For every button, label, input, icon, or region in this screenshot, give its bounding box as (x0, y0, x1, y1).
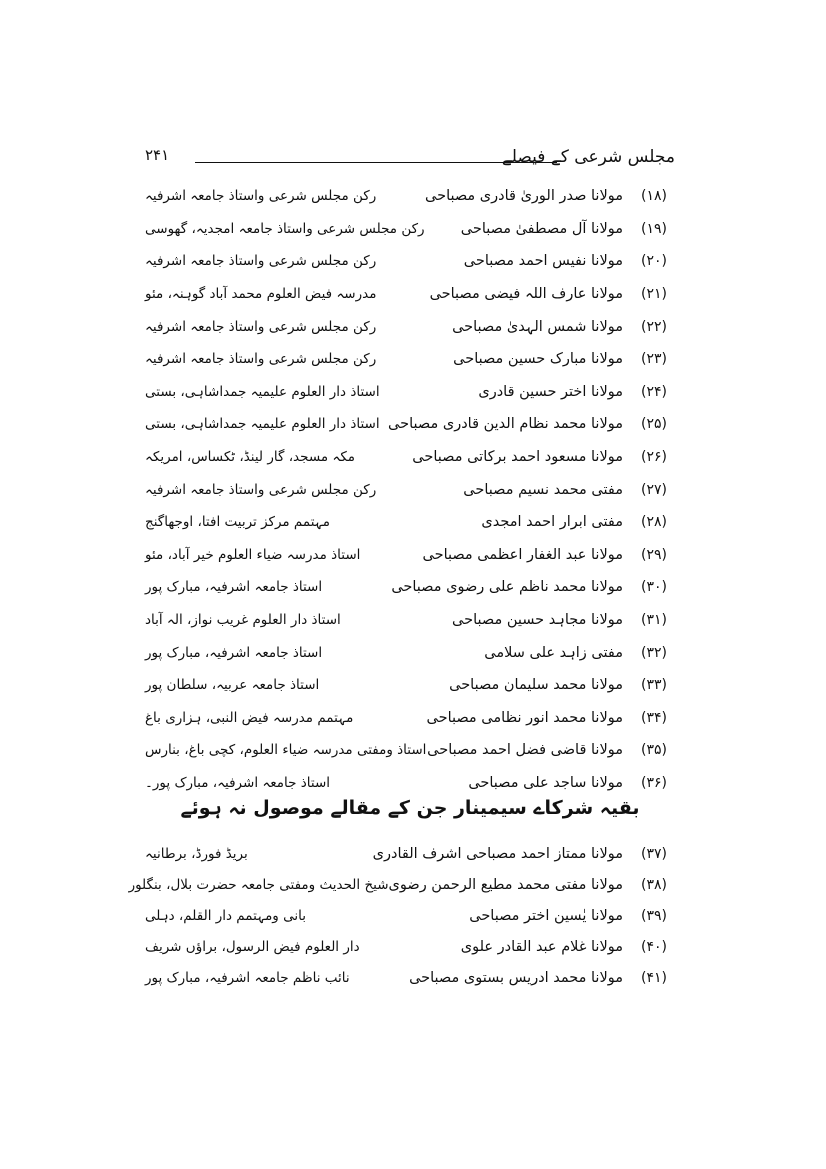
list-item (145, 539, 675, 572)
member-name: مولانا ممتاز احمد مصباحی اشرف القادری (372, 845, 623, 862)
item-number: (۲۳) (641, 351, 667, 368)
member-name: مولانا مجاہد حسین مصباحی (452, 612, 623, 629)
section-title: بقیہ شرکاے سیمینار جن کے مقالے موصول نہ ہوئے (180, 797, 640, 819)
list-item (145, 473, 675, 506)
list-item (145, 376, 675, 409)
member-description: رکن مجلس شرعی واستاذ جامعہ اشرفیہ (145, 188, 377, 205)
list-item (145, 669, 675, 702)
list-item (145, 932, 675, 963)
member-description: رکن مجلس شرعی واستاذ جامعہ اشرفیہ (145, 318, 377, 335)
member-list (145, 180, 675, 799)
member-description: استاذ دار العلوم علیمیہ جمداشاہی، بستی (145, 383, 380, 400)
item-number: (۲۲) (641, 318, 667, 335)
member-description: رکن مجلس شرعی واستاذ جامعہ اشرفیہ (145, 351, 377, 368)
member-description: مدرسہ فیض العلوم محمد آباد گوہنہ، مئو (145, 286, 377, 303)
member-description: مہتمم مرکز تربیت افتا، اوجھاگنج (145, 514, 330, 531)
item-number: (۳۵) (641, 742, 667, 759)
list-item (145, 408, 675, 441)
item-number: (۳۴) (641, 709, 667, 726)
item-number: (۱۹) (641, 220, 667, 237)
member-name: مولانا شمس الہدیٰ مصباحی (452, 318, 623, 335)
member-description: استاذ جامعہ اشرفیہ، مبارک پور۔ (145, 774, 331, 791)
list-item (145, 900, 675, 931)
member-name: مولانا محمد ادریس بستوی مصباحی (409, 970, 623, 987)
member-description: استاذ جامعہ اشرفیہ، مبارک پور (145, 644, 323, 661)
member-description: مہتمم مدرسہ فیض النبی، ہزاری باغ (145, 709, 354, 726)
member-description: استاذ ومفتی مدرسہ ضیاء العلوم، کچی باغ، بنارس (145, 742, 427, 759)
member-name: مولانا آل مصطفیٰ مصباحی (460, 220, 623, 237)
item-number: (۲۷) (641, 481, 667, 498)
member-description: نائب ناظم جامعہ اشرفیہ، مبارک پور (145, 970, 350, 987)
item-number: (۴۱) (641, 970, 667, 987)
item-number: (۲۴) (641, 383, 667, 400)
member-name: مولانا محمد نظام الدین قادری مصباحی (388, 416, 623, 433)
member-description: شیخ الحدیث ومفتی جامعہ حضرت بلال، بنگلور (128, 876, 389, 893)
member-description: رکن مجلس شرعی واستاذ جامعہ اشرفیہ (145, 481, 377, 498)
list-item (145, 636, 675, 669)
member-description: بریڈ فورڈ، برطانیہ (145, 845, 248, 862)
member-description: استاذ جامعہ اشرفیہ، مبارک پور (145, 579, 323, 596)
extra-member-list (128, 838, 675, 994)
item-number: (۳۷) (641, 845, 667, 862)
member-description: استاذ مدرسہ ضیاء العلوم خیر آباد، مئو (145, 546, 361, 563)
item-number: (۳۶) (641, 774, 667, 791)
header-rule (195, 162, 557, 163)
list-item (145, 963, 675, 994)
member-name: مولانا محمد انور نظامی مصباحی (426, 709, 623, 726)
member-name: مولانا غلام عبد القادر علوی (460, 939, 623, 956)
list-item (145, 245, 675, 278)
item-number: (۳۰) (641, 579, 667, 596)
list-item (145, 278, 675, 311)
item-number: (۲۹) (641, 546, 667, 563)
member-description: دار العلوم فیض الرسول، براؤں شریف (145, 939, 360, 956)
item-number: (۱۸) (641, 188, 667, 205)
item-number: (۳۲) (641, 644, 667, 661)
item-number: (۲۰) (641, 253, 667, 270)
member-description: استاذ دار العلوم علیمیہ جمداشاہی، بستی (145, 416, 380, 433)
list-item (145, 767, 675, 800)
member-name: مولانا قاضی فضل احمد مصباحی (427, 742, 623, 759)
list-item (145, 213, 675, 246)
member-description: استاذ جامعہ عربیہ، سلطان پور (145, 677, 320, 694)
member-description: رکن مجلس شرعی واستاذ جامعہ اشرفیہ (145, 253, 377, 270)
list-item (145, 702, 675, 735)
item-number: (۳۹) (641, 907, 667, 924)
item-number: (۳۳) (641, 677, 667, 694)
header-title: مجلس شرعی کے فیصلے (501, 147, 675, 167)
list-item (145, 506, 675, 539)
item-number: (۲۵) (641, 416, 667, 433)
member-name: مولانا مسعود احمد برکاتی مصباحی (412, 449, 623, 466)
list-item (145, 838, 675, 869)
member-name: مولانا عبد الغفار اعظمی مصباحی (422, 546, 623, 563)
member-name: مولانا صدر الوریٰ قادری مصباحی (425, 188, 623, 205)
member-name: مفتی زاہد علی سلامی (484, 644, 623, 661)
list-item (145, 310, 675, 343)
member-description: بانی ومہتمم دار القلم، دہلی (145, 907, 306, 924)
member-name: مولانا اختر حسین قادری (478, 383, 623, 400)
member-description: مکہ مسجد، گار لینڈ، ٹکساس، امریکہ (145, 449, 356, 466)
list-item (145, 604, 675, 637)
member-name: مولانا مفتی محمد مطیع الرحمن رضوی (388, 876, 623, 893)
member-name: مفتی ابرار احمد امجدی (481, 514, 623, 531)
list-item (128, 869, 675, 900)
member-name: مولانا یٰسین اختر مصباحی (469, 907, 623, 924)
item-number: (۲۶) (641, 449, 667, 466)
member-name: مولانا محمد ناظم علی رضوی مصباحی (391, 579, 623, 596)
item-number: (۴۰) (641, 939, 667, 956)
member-name: مفتی محمد نسیم مصباحی (463, 481, 623, 498)
member-name: مولانا مبارک حسین مصباحی (453, 351, 623, 368)
list-item (145, 180, 675, 213)
member-name: مولانا ساجد علی مصباحی (468, 774, 623, 791)
item-number: (۲۱) (641, 286, 667, 303)
page-header (145, 146, 675, 174)
list-item (145, 571, 675, 604)
member-name: مولانا عارف اللہ فیضی مصباحی (429, 286, 623, 303)
list-item (145, 441, 675, 474)
member-name: مولانا نفیس احمد مصباحی (463, 253, 623, 270)
page-number: ۲۴۱ (145, 146, 170, 164)
item-number: (۳۸) (641, 876, 667, 893)
list-item (145, 734, 675, 767)
member-description: استاذ دار العلوم غریب نواز، الہ آباد (145, 612, 341, 629)
item-number: (۳۱) (641, 612, 667, 629)
list-item (145, 343, 675, 376)
member-name: مولانا محمد سلیمان مصباحی (449, 677, 623, 694)
member-description: رکن مجلس شرعی واستاذ جامعہ امجدیہ، گھوسی (145, 220, 425, 237)
item-number: (۲۸) (641, 514, 667, 531)
